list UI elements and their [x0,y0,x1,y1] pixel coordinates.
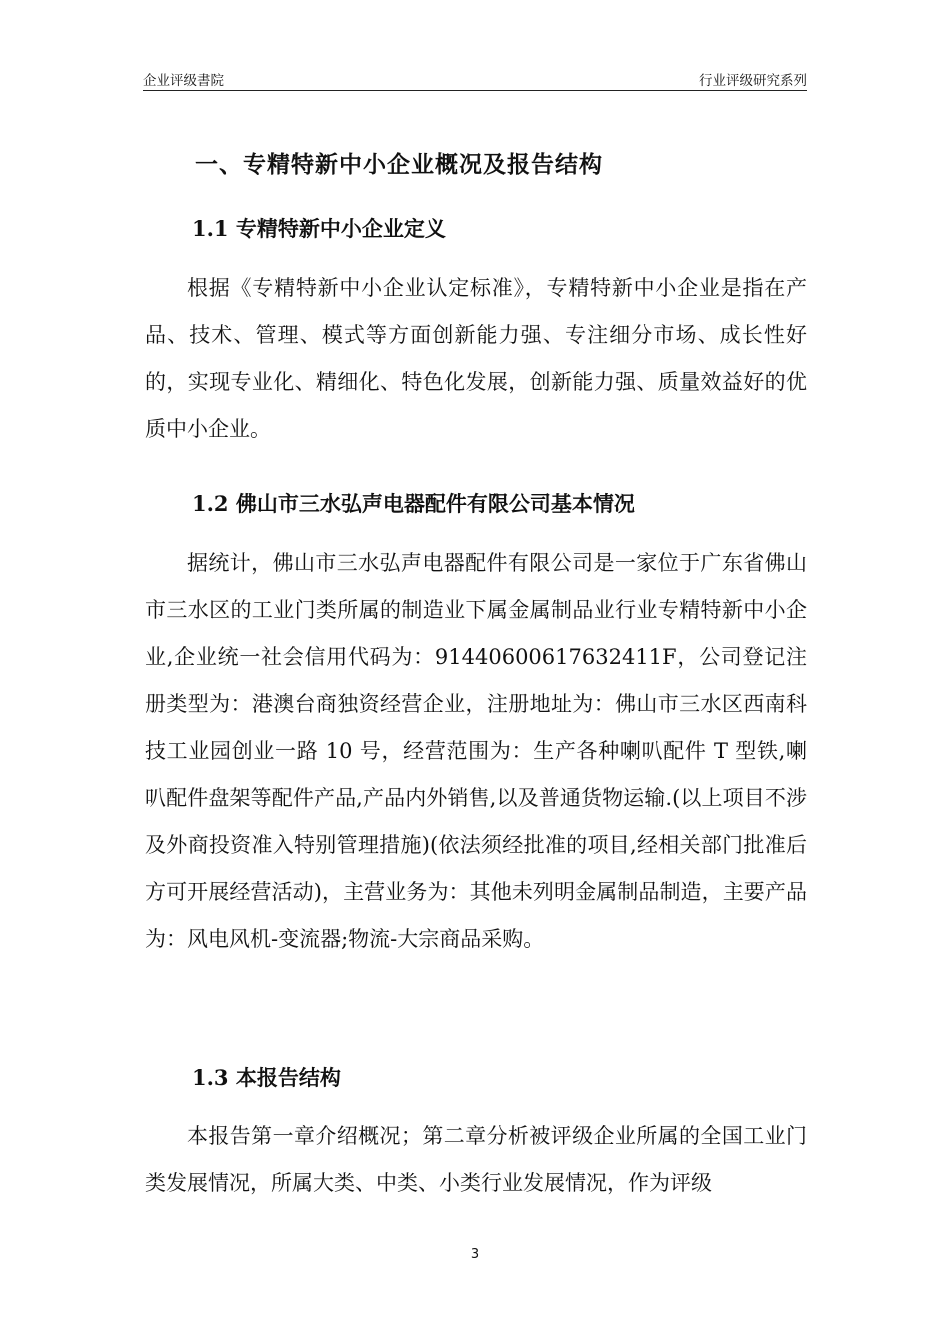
page-header [143,66,807,91]
subsection-title-1-2: 1.2 佛山市三水弘声电器配件有限公司基本情况 [192,491,635,516]
paragraph-report-structure: 本报告第一章介绍概况；第二章分析被评级企业所属的全国工业门类发展情况，所属大类、中类、小类行业发展情况，作为评级 [145,1124,807,1195]
subsection-title-1-1: 1.1 专精特新中小企业定义 [192,216,446,241]
paragraph-definition: 根据《专精特新中小企业认定标准》，专精特新中小企业是指在产品、技术、管理、模式等方面创新能力强、专注细分市场、成长性好的，实现专业化、精细化、特色化发展，创新能力强、质量效益好的优质中小企业。 [145,276,807,441]
header-right-text: 行业评级研究系列 [699,73,807,89]
section-title: 一、专精特新中小企业概况及报告结构 [195,151,603,178]
subsection-title-1-3: 1.3 本报告结构 [192,1065,341,1090]
header-left-text: 企业评级書院 [143,73,224,89]
paragraph-company-info: 据统计，佛山市三水弘声电器配件有限公司是一家位于广东省佛山市三水区的工业门类所属的制造业下属金属制品业行业专精特新中小企业,企业统一社会信用代码为：91440600617632411F，公司登记注册类型为：港澳台商独资经营企业，注册地址为：佛山市三水区西南科技工业园创业一路 10 号，经营范围为：生产各种喇叭配件 T 型铁,喇叭配件盘架等配件产品,产品内外销售,以及普通货物运输.(以上项目不涉及外商投资准入特别管理措施)(依法须经批准的项目,经相关部门批准后方可开展经营活动)，主营业务为：其他未列明金属制品制造，主要产品为：风电风机-变流器;物流-大宗商品采购。 [145,551,807,951]
page-number: 3 [470,1247,480,1262]
